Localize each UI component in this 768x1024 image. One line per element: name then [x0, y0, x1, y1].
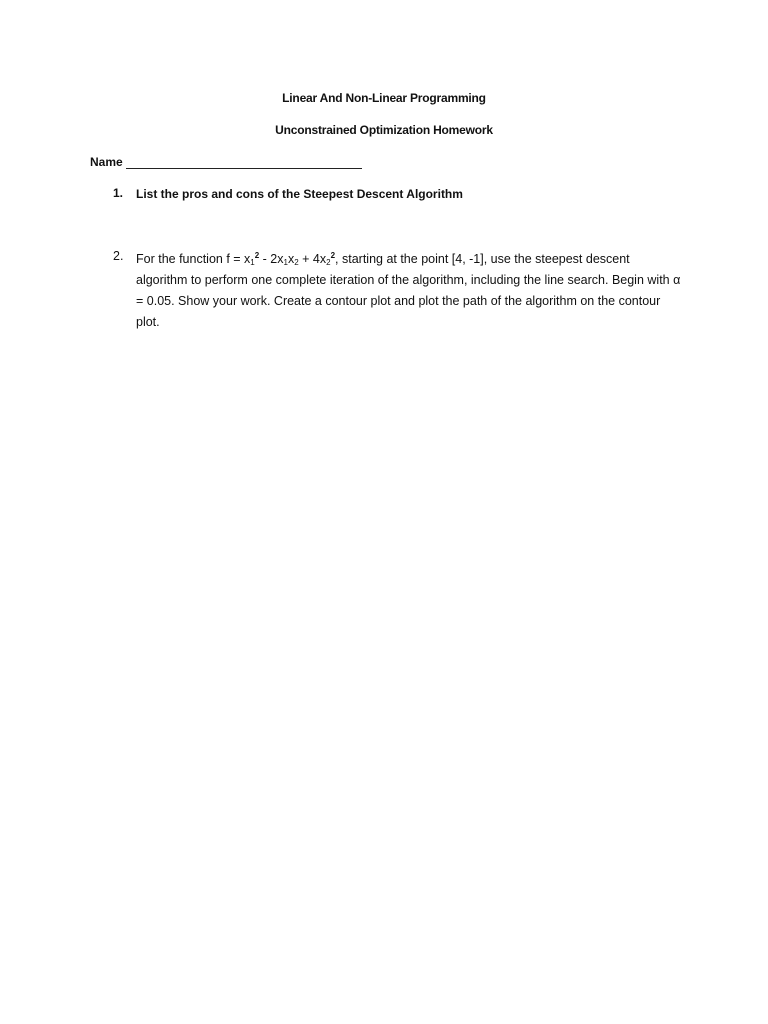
name-field-row: [90, 155, 362, 169]
name-label: Name: [90, 155, 123, 169]
question-1-text: List the pros and cons of the Steepest Descent Algorithm: [136, 187, 463, 201]
q2-text-mid-1: - 2x: [259, 252, 284, 266]
q2-sub-2: 1: [283, 258, 288, 267]
question-1: [113, 186, 683, 202]
q2-sub-1: 1: [250, 258, 255, 267]
question-2-number: 2.: [113, 249, 124, 263]
q2-text-mid-2: x: [287, 252, 295, 266]
q2-text-mid-3: + 4x: [298, 252, 327, 266]
q2-text-prefix: For the function f = x: [136, 252, 251, 266]
question-2: [113, 249, 683, 333]
document-subtitle: Unconstrained Optimization Homework: [275, 123, 493, 137]
name-blank-line: [126, 155, 362, 169]
q2-sub-4: 2: [326, 258, 331, 267]
q2-sub-3: 2: [294, 258, 299, 267]
question-1-number: 1.: [113, 186, 124, 200]
question-2-text: [136, 249, 683, 333]
q2-sup-1: 2: [254, 251, 260, 260]
q2-sup-2: 2: [330, 251, 336, 260]
document-title: Linear And Non-Linear Programming: [282, 91, 486, 105]
q2-text-suffix: , starting at the point [4, -1], use the steepest descent algorithm to perform one complete iteration of the algorithm, including the line search. Begin with α = 0.05. Show your work. Create a contour plot and plot the path of the algorithm on the contour plot.: [136, 252, 681, 329]
